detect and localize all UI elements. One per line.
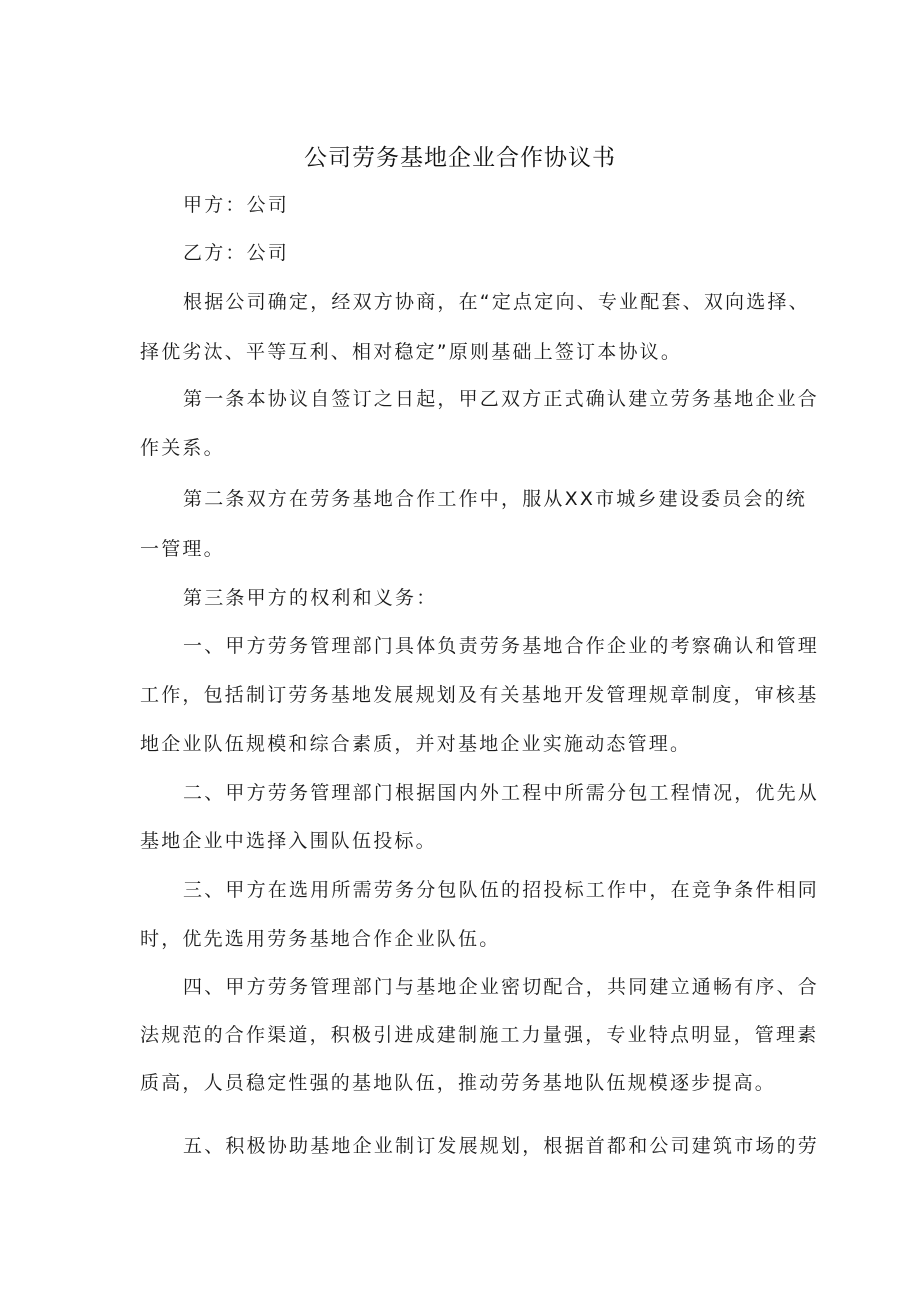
document-title: 公司劳务基地企业合作协议书 (304, 145, 616, 171)
clause-5-line-1: 五、积极协助基地企业制订发展规划，根据首都和公司建筑市场的劳 (183, 1135, 820, 1157)
clause-1-line-1: 一、甲方劳务管理部门具体负责劳务基地合作企业的考察确认和管理 (183, 635, 820, 657)
article-1-line-1: 第一条本协议自签订之日起，甲乙双方正式确认建立劳务基地企业合 (183, 388, 820, 410)
clause-1-line-2: 工作，包括制订劳务基地发展规划及有关基地开发管理规章制度，审核基 (140, 684, 819, 706)
clause-3-line-1: 三、甲方在选用所需劳务分包队伍的招投标工作中，在竞争条件相同 (183, 879, 820, 901)
article-2-line-1: 第二条双方在劳务基地合作工作中，服从XX市城乡建设委员会的统 (183, 488, 808, 510)
clause-2-line-1: 二、甲方劳务管理部门根据国内外工程中所需分包工程情况，优先从 (183, 782, 820, 804)
party-b-line: 乙方：公司 (183, 242, 290, 264)
clause-2-line-2: 基地企业中选择入围队伍投标。 (140, 830, 437, 852)
article-1-line-2: 作关系。 (140, 437, 225, 459)
preamble-line-1: 根据公司确定，经双方协商，在“定点定向、专业配套、双向选择、 (183, 291, 810, 313)
clause-4-line-2: 法规范的合作渠道，积极引进成建制施工力量强，专业特点明显，管理素 (140, 1024, 819, 1046)
party-a-line: 甲方：公司 (183, 194, 290, 216)
clause-4-line-1: 四、甲方劳务管理部门与基地企业密切配合，共同建立通畅有序、合 (183, 976, 820, 998)
clause-3-line-2: 时，优先选用劳务基地合作企业队伍。 (140, 928, 501, 950)
clause-4-line-3: 质高，人员稳定性强的基地队伍，推动劳务基地队伍规模逐步提高。 (140, 1072, 777, 1094)
preamble-line-2: 择优劣汰、平等互利、相对稳定”原则基础上签订本协议。 (140, 341, 683, 363)
clause-1-line-3: 地企业队伍规模和综合素质，并对基地企业实施动态管理。 (140, 733, 692, 755)
article-2-line-2: 一管理。 (140, 538, 225, 560)
article-3-heading: 第三条甲方的权利和义务： (183, 587, 438, 609)
